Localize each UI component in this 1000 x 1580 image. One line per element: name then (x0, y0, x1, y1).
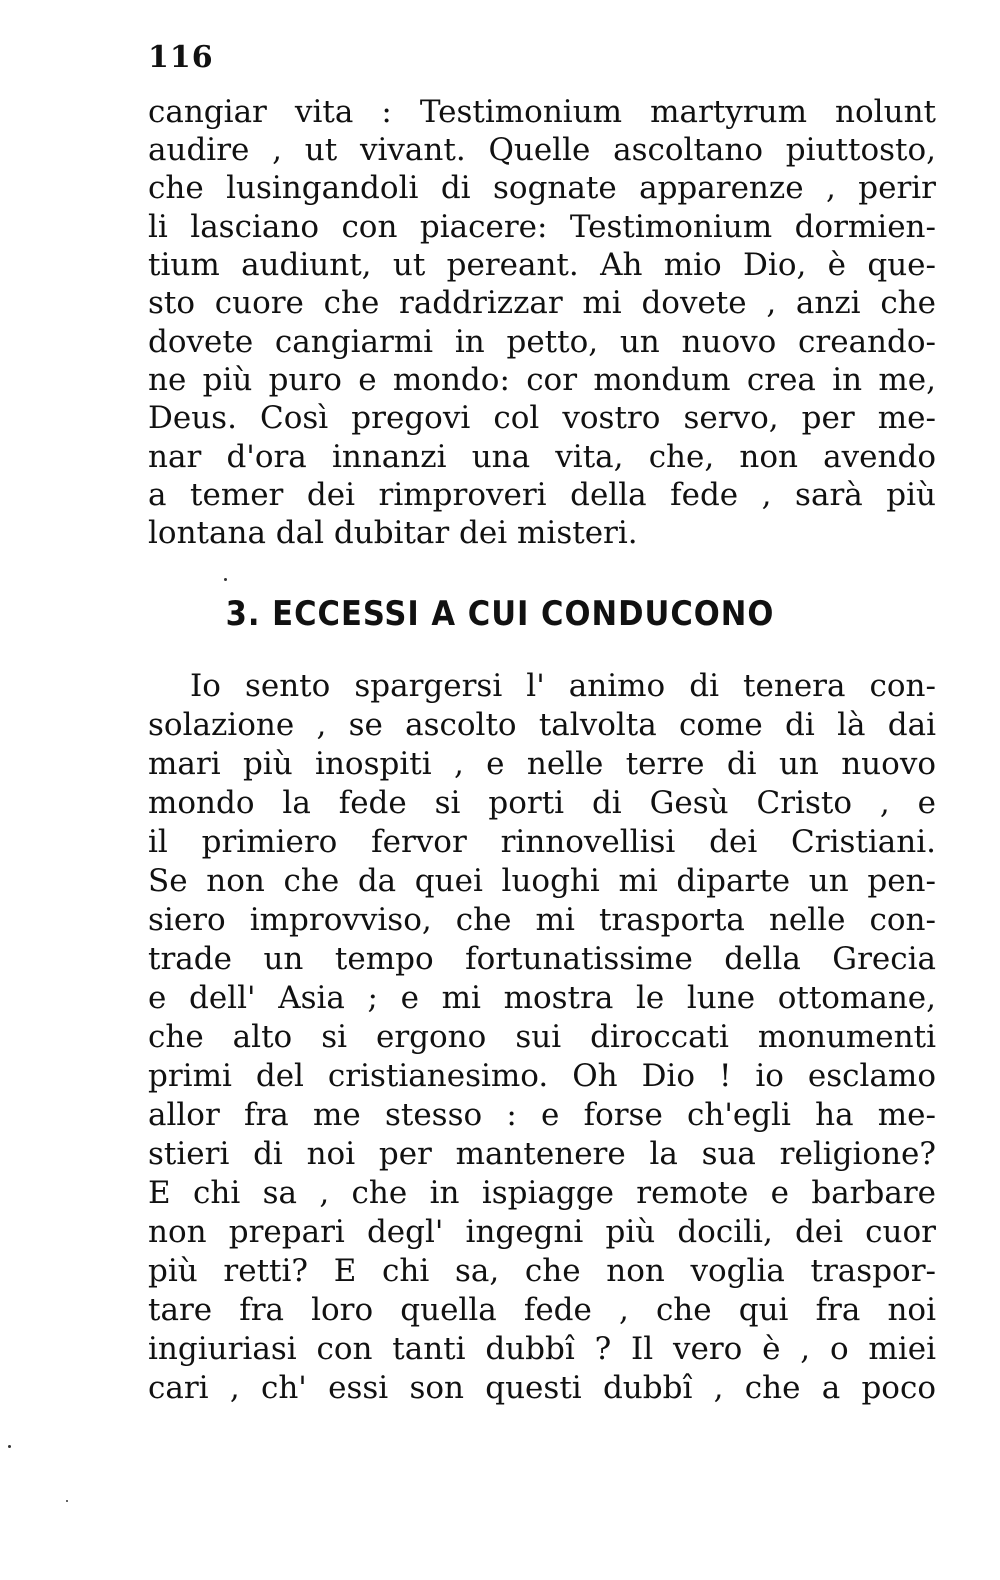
text-line: mondo la fede si porti di Gesù Cristo , e (148, 785, 936, 821)
text-line: nar d'ora innanzi una vita, che, non avendo (148, 439, 936, 475)
scan-speck (224, 578, 227, 581)
text-line: il primiero fervor rinnovellisi dei Cristiani. (148, 824, 936, 860)
scan-speck (8, 1445, 11, 1448)
text-line: Deus. Così pregovi col vostro servo, per me- (148, 400, 936, 436)
text-line: trade un tempo fortunatissime della Grecia (148, 941, 936, 977)
text-line: tium audiunt, ut pereant. Ah mio Dio, è que- (148, 247, 936, 283)
text-line: Io sento spargersi l' animo di tenera con- (190, 668, 936, 704)
scan-speck (66, 1500, 68, 1502)
text-line: solazione , se ascolto talvolta come di là dai (148, 707, 936, 743)
text-line: che lusingandoli di sognate apparenze , perir (148, 170, 936, 206)
text-line: ne più puro e mondo: cor mondum crea in me, (148, 362, 936, 398)
text-line: tare fra loro quella fede , che qui fra noi (148, 1292, 936, 1328)
text-line: mari più inospiti , e nelle terre di un nuovo (148, 746, 936, 782)
text-line: ingiuriasi con tanti dubbî ? Il vero è , o miei (148, 1331, 936, 1367)
text-line: siero improvviso, che mi trasporta nelle con- (148, 902, 936, 938)
text-line: cangiar vita : Testimonium martyrum nolunt (148, 94, 936, 130)
text-line: sto cuore che raddrizzar mi dovete , anzi che (148, 285, 936, 321)
text-line: E chi sa , che in ispiagge remote e barbare (148, 1175, 936, 1211)
page-number: 116 (148, 40, 214, 75)
text-line: stieri di noi per mantenere la sua religione? (148, 1136, 936, 1172)
text-line: non prepari degl' ingegni più docili, dei cuor (148, 1214, 936, 1250)
text-line: cari , ch' essi son questi dubbî , che a poco (148, 1370, 936, 1406)
text-line: primi del cristianesimo. Oh Dio ! io esclamo (148, 1058, 936, 1094)
text-line: allor fra me stesso : e forse ch'egli ha me- (148, 1097, 936, 1133)
text-line: Se non che da quei luoghi mi diparte un pen- (148, 863, 936, 899)
text-line: li lasciano con piacere: Testimonium dormien- (148, 209, 936, 245)
text-line: e dell' Asia ; e mi mostra le lune ottomane, (148, 980, 936, 1016)
text-line: più retti? E chi sa, che non voglia traspor- (148, 1253, 936, 1289)
text-line: a temer dei rimproveri della fede , sarà più (148, 477, 936, 513)
text-line: che alto si ergono sui diroccati monumenti (148, 1019, 936, 1055)
text-line: lontana dal dubitar dei misteri. (148, 515, 638, 551)
text-line: dovete cangiarmi in petto, un nuovo creando- (148, 324, 936, 360)
text-line: audire , ut vivant. Quelle ascoltano piuttosto, (148, 132, 936, 168)
section-heading: 3. ECCESSI A CUI CONDUCONO (225, 594, 775, 634)
